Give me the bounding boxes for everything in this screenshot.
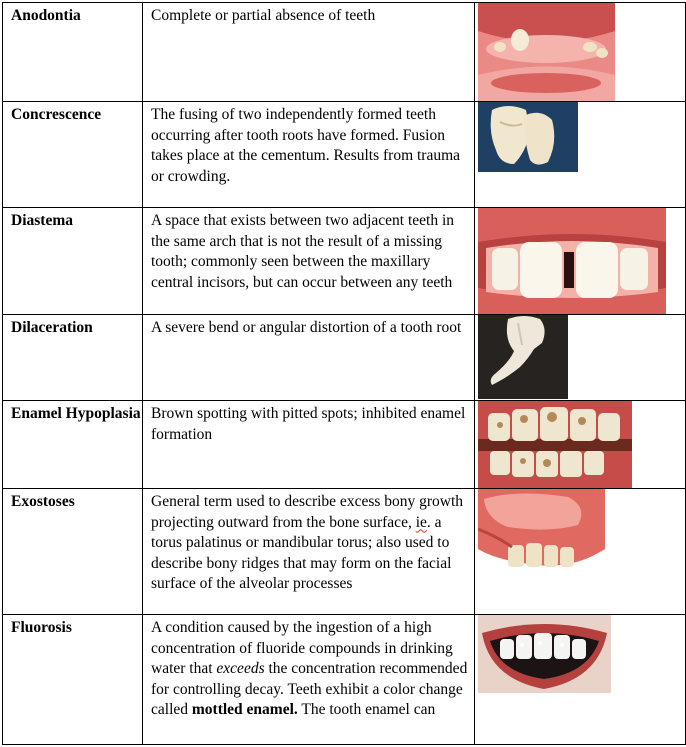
term-cell: Enamel Hypoplasia: [3, 401, 143, 489]
definition-text: A condition caused by the ingestion of a high concentration of fluoride compounds in drinking water that: [151, 619, 453, 677]
definition-text: the concentration recommended for controlling decay. Teeth exhibit a color change called: [151, 660, 468, 718]
image-cell: [475, 3, 686, 102]
image-cell: [475, 615, 686, 745]
definition-cell: Brown spotting with pitted spots; inhibited enamel formation: [143, 401, 475, 489]
dilaceration-photo: [478, 315, 685, 399]
anodontia-photo: [478, 3, 685, 101]
dental-anomalies-table: [2, 2, 686, 745]
concrescence-photo: [478, 102, 685, 172]
definition-cell: The fusing of two independently formed teeth occurring after tooth roots have formed. Fusion takes place at the cementum. Results from trauma or crowding.: [143, 102, 475, 208]
image-cell: [475, 315, 686, 401]
table-row: [3, 208, 686, 315]
term-cell: Exostoses: [3, 489, 143, 615]
definition-cell: [143, 615, 475, 745]
table-row: [3, 315, 686, 401]
table-row: [3, 615, 686, 745]
emphasis-text: exceeds: [216, 660, 265, 677]
term-cell: Anodontia: [3, 3, 143, 102]
image-cell: [475, 102, 686, 208]
image-cell: [475, 401, 686, 489]
table-row: [3, 401, 686, 489]
definition-text: General term used to describe excess bony growth projecting outward from the bone surface,: [151, 493, 464, 531]
table-row: [3, 3, 686, 102]
table-row: [3, 489, 686, 615]
table-row: [3, 102, 686, 208]
term-cell: Fluorosis: [3, 615, 143, 745]
definition-cell: A space that exists between two adjacent teeth in the same arch that is not the result of a missing tooth; commonly seen between the maxillary central incisors, but can occur between any teeth: [143, 208, 475, 315]
definition-text: . a torus palatinus or mandibular torus; also used to describe bony ridges that may form on the facial surface of the alveolar processes: [151, 513, 452, 592]
spellcheck-word: ie: [415, 513, 427, 531]
term-cell: Diastema: [3, 208, 143, 315]
definition-cell: Complete or partial absence of teeth: [143, 3, 475, 102]
diastema-photo: [478, 208, 685, 314]
definition-text: The tooth enamel can: [297, 701, 436, 718]
term-cell: Concrescence: [3, 102, 143, 208]
image-cell: [475, 489, 686, 615]
definition-cell: [143, 489, 475, 615]
enamel-hypoplasia-photo: [478, 401, 685, 488]
image-cell: [475, 208, 686, 315]
fluorosis-photo: [478, 615, 685, 693]
bold-text: mottled enamel.: [191, 701, 298, 718]
term-cell: Dilaceration: [3, 315, 143, 401]
exostoses-photo: [478, 489, 685, 569]
definition-cell: A severe bend or angular distortion of a tooth root: [143, 315, 475, 401]
